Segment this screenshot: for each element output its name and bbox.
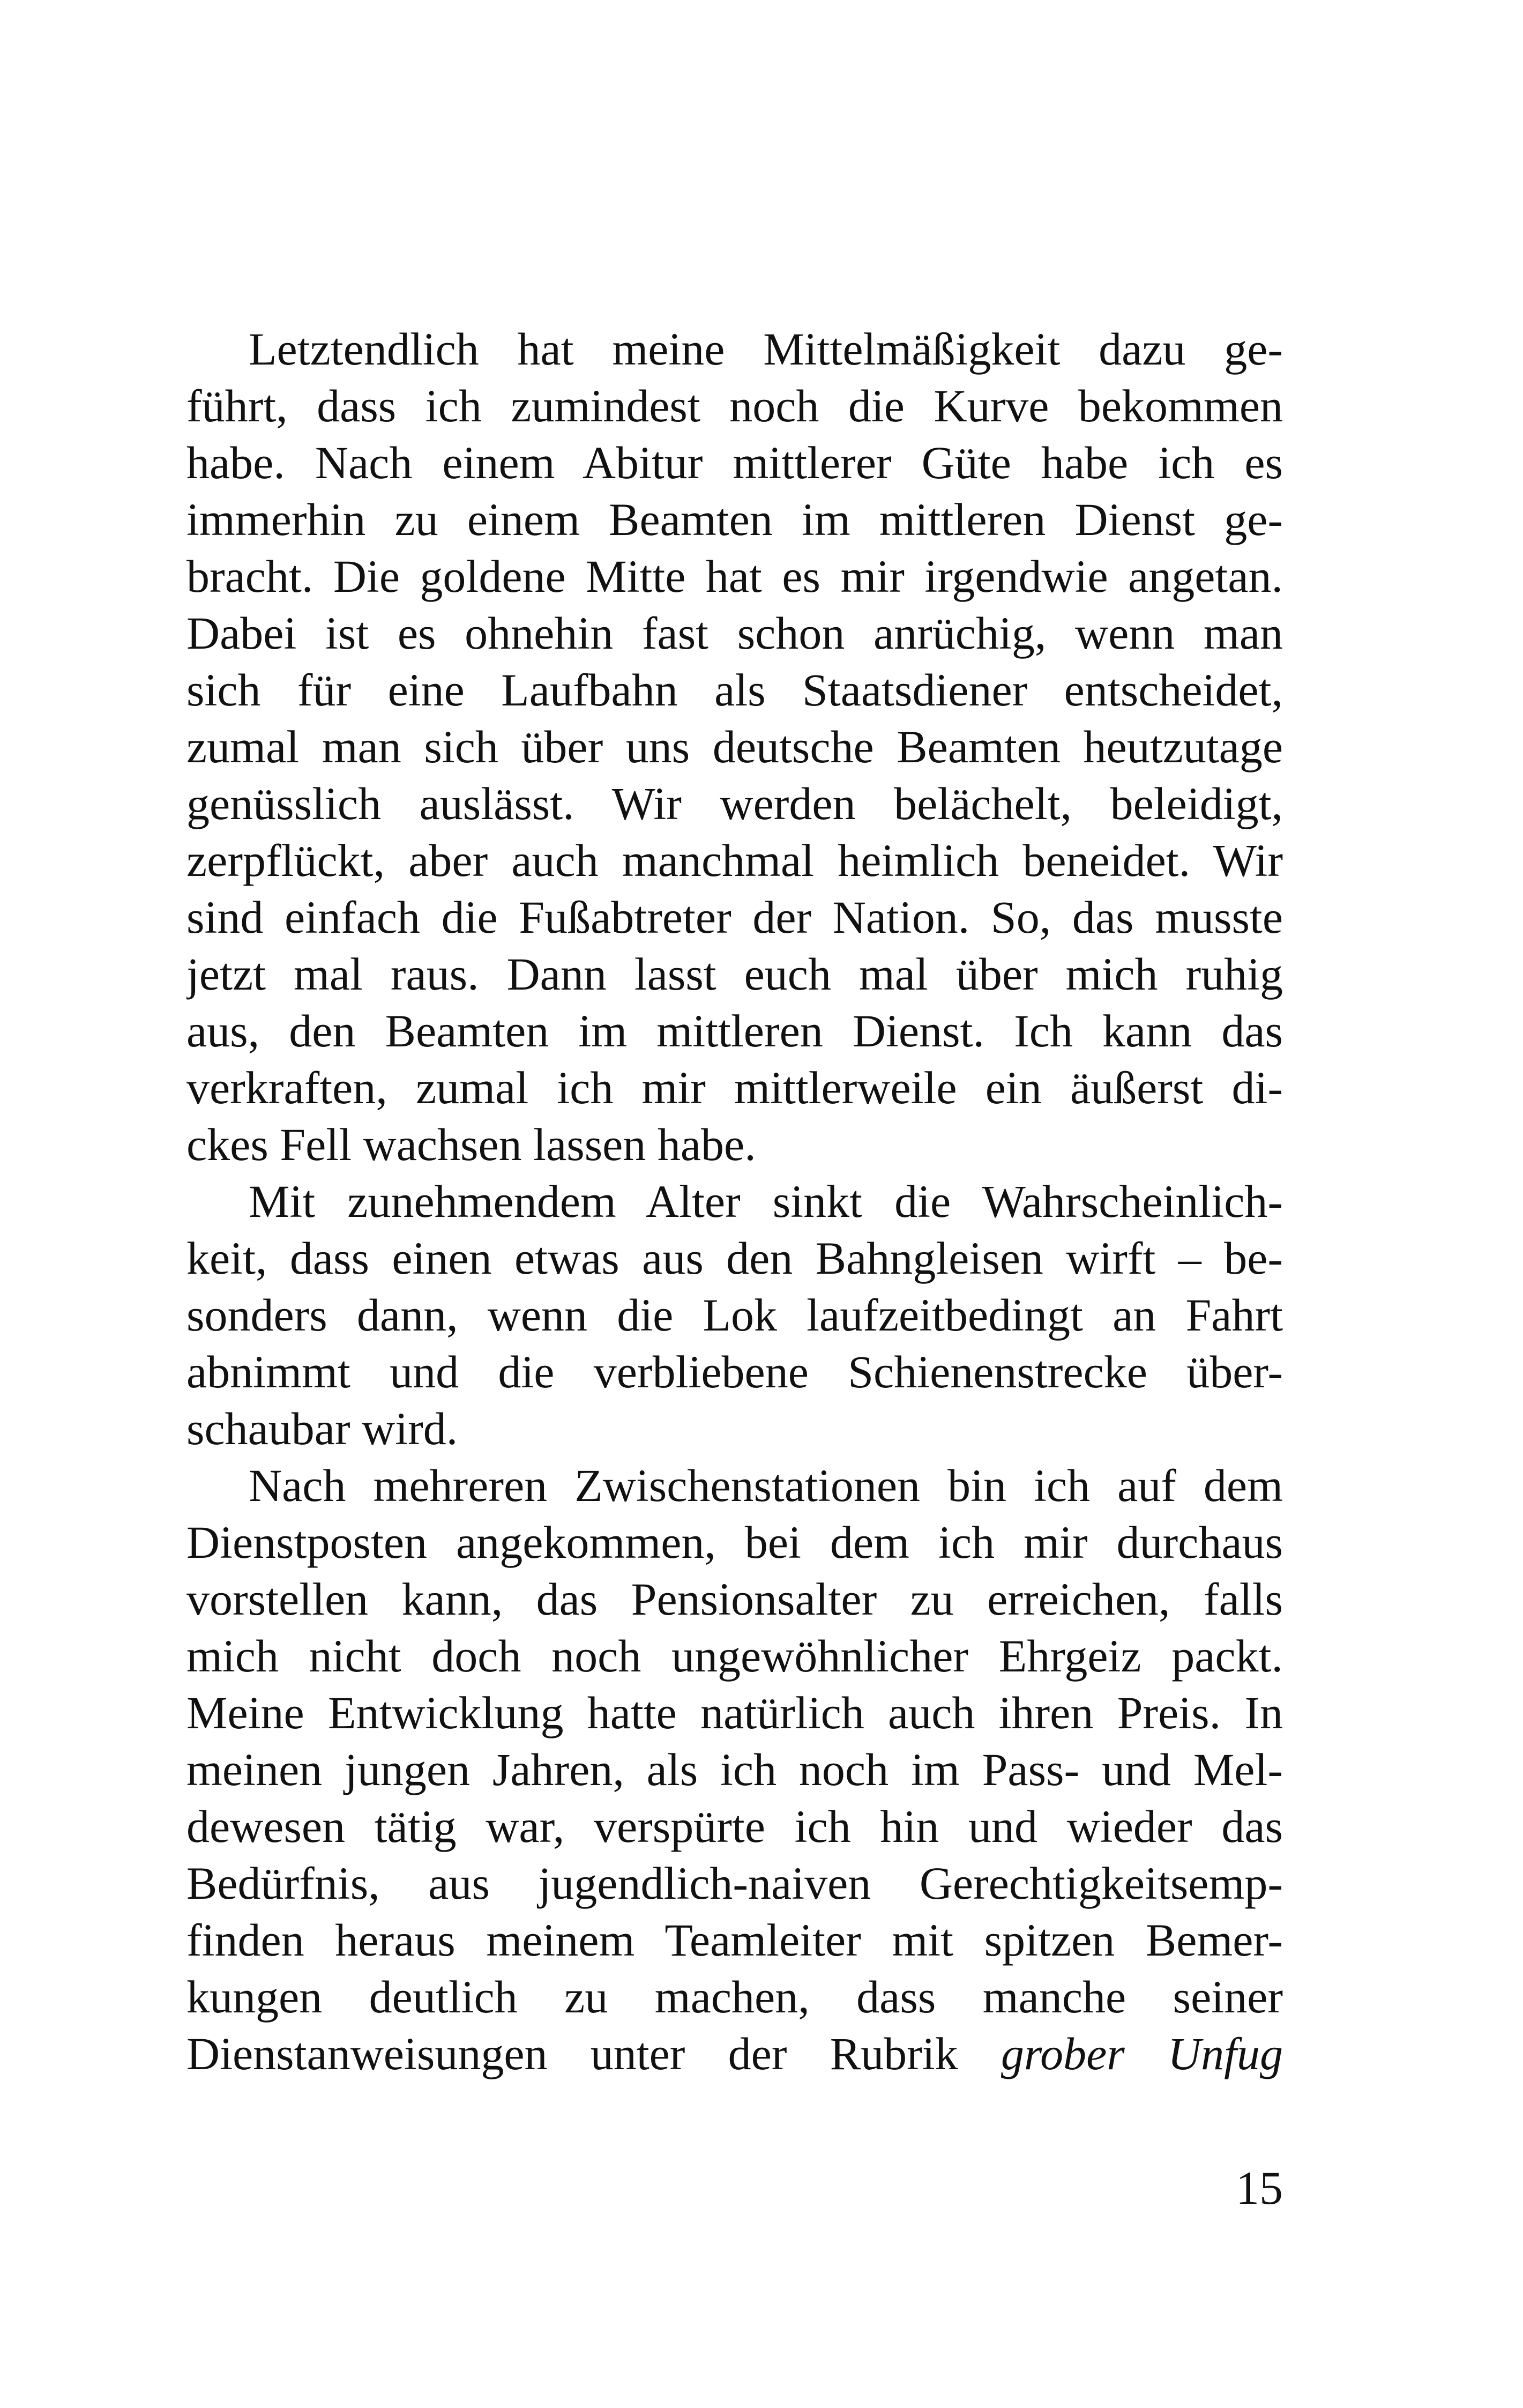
text-line: sind einfach die Fußabtreter der Nation. So, das musste (186, 891, 1283, 943)
text-line: zerpflückt, aber auch manchmal heimlich beneidet. Wir (186, 835, 1283, 886)
text-line: vorstellen kann, das Pensionsalter zu erreichen, falls (186, 1573, 1283, 1625)
paragraph (186, 1457, 1283, 2082)
text-line: führt, dass ich zumindest noch die Kurve bekommen (186, 380, 1283, 432)
text-line: ckes Fell wachsen lassen habe. (186, 1119, 756, 1170)
page-number: 15 (1236, 2162, 1283, 2214)
text-line: meinen jungen Jahren, als ich noch im Pass- und Mel- (186, 1744, 1283, 1795)
text-line: Bedürfnis, aus jugendlich-naiven Gerechtigkeitsemp- (186, 1857, 1283, 1909)
text-line: Mit zunehmendem Alter sinkt die Wahrscheinlich- (249, 1176, 1283, 1227)
text-line: verkraften, zumal ich mir mittlerweile ein äußerst di- (186, 1062, 1283, 1113)
text-line: Letztendlich hat meine Mittelmäßigkeit dazu ge- (249, 323, 1283, 375)
text-line: finden heraus meinem Teamleiter mit spitzen Bemer- (186, 1914, 1283, 1966)
text-line: sonders dann, wenn die Lok laufzeitbedingt an Fahrt (186, 1289, 1283, 1341)
text-line: Dabei ist es ohnehin fast schon anrüchig, wenn man (186, 607, 1283, 659)
text-line: Meine Entwicklung hatte natürlich auch ihren Preis. In (186, 1687, 1283, 1738)
text-line: jetzt mal raus. Dann lasst euch mal über mich ruhig (186, 948, 1283, 1000)
italic-emphasis: grober Unfug (1001, 2028, 1283, 2079)
text-line-plain: Dienstanweisungen unter der Rubrik (186, 2028, 1001, 2079)
text-line: bracht. Die goldene Mitte hat es mir irgendwie angetan. (186, 551, 1283, 602)
text-line: aus, den Beamten im mittleren Dienst. Ich kann das (186, 1005, 1283, 1057)
text-line (186, 2025, 1283, 2082)
text-line: zumal man sich über uns deutsche Beamten heutzutage (186, 721, 1283, 772)
text-line: schaubar wird. (186, 1403, 458, 1454)
paragraph (186, 1173, 1283, 1457)
text-line: Nach mehreren Zwischenstationen bin ich auf dem (249, 1460, 1283, 1511)
text-line: genüsslich auslässt. Wir werden belächelt, beleidigt, (186, 778, 1283, 829)
text-line: kungen deutlich zu machen, dass manche seiner (186, 1971, 1283, 2023)
paragraph (186, 321, 1283, 1173)
body-text (186, 321, 1283, 2082)
text-line: Dienstposten angekommen, bei dem ich mir durchaus (186, 1517, 1283, 1568)
text-line: abnimmt und die verbliebene Schienenstrecke über- (186, 1346, 1283, 1398)
text-line: dewesen tätig war, verspürte ich hin und wieder das (186, 1801, 1283, 1852)
text-line: habe. Nach einem Abitur mittlerer Güte habe ich es (186, 437, 1283, 488)
text-line: keit, dass einen etwas aus den Bahngleisen wirft – be- (186, 1232, 1283, 1284)
text-line: sich für eine Laufbahn als Staatsdiener entscheidet, (186, 664, 1283, 716)
text-line: mich nicht doch noch ungewöhnlicher Ehrgeiz packt. (186, 1630, 1283, 1682)
text-line: immerhin zu einem Beamten im mittleren Dienst ge- (186, 494, 1283, 545)
